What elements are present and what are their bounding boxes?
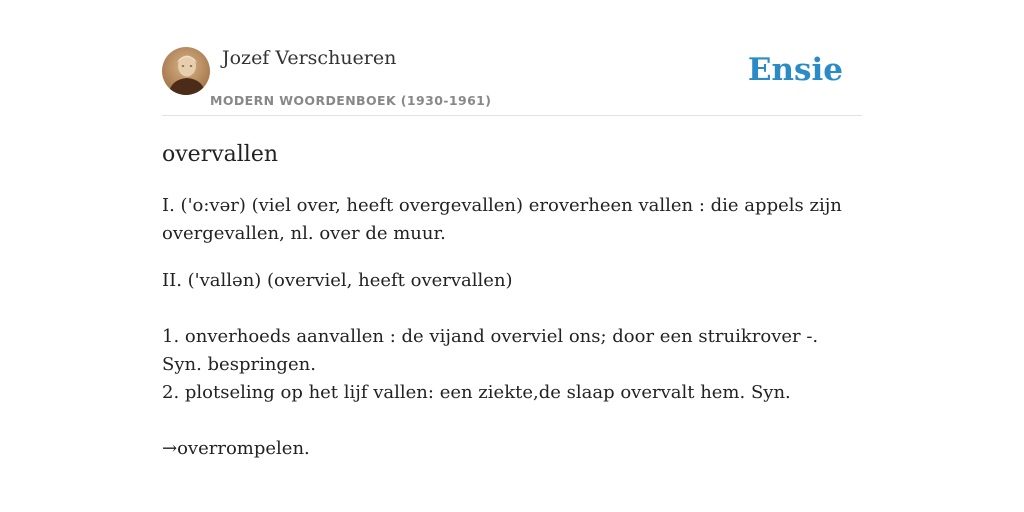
author-name[interactable]: Jozef Verschueren — [222, 47, 397, 69]
cross-reference-link[interactable]: →overrompelen. — [162, 438, 310, 459]
entry-card — [162, 40, 862, 459]
page-title: overvallen — [162, 142, 279, 167]
definition-4: 2. plotseling op het lijf vallen: een ziekte,de slaap overvalt hem. Syn. — [162, 382, 791, 403]
ensie-logo[interactable]: Ensie — [747, 52, 843, 88]
author-portrait-icon — [162, 47, 210, 95]
source-label[interactable]: MODERN WOORDENBOEK (1930-1961) — [210, 93, 492, 108]
definition-3: 1. onverhoeds aanvallen : de vijand overviel ons; door een struikrover -. Syn. bespringen. — [162, 326, 819, 375]
definition-1: I. ('o:vər) (viel over, heeft overgevallen) eroverheen vallen : die appels zijn overgevallen, nl. over de muur. — [162, 195, 842, 244]
entry-header — [162, 40, 862, 116]
definition-2: II. ('vallən) (overviel, heeft overvallen) — [162, 270, 513, 291]
author-avatar[interactable] — [162, 47, 210, 95]
